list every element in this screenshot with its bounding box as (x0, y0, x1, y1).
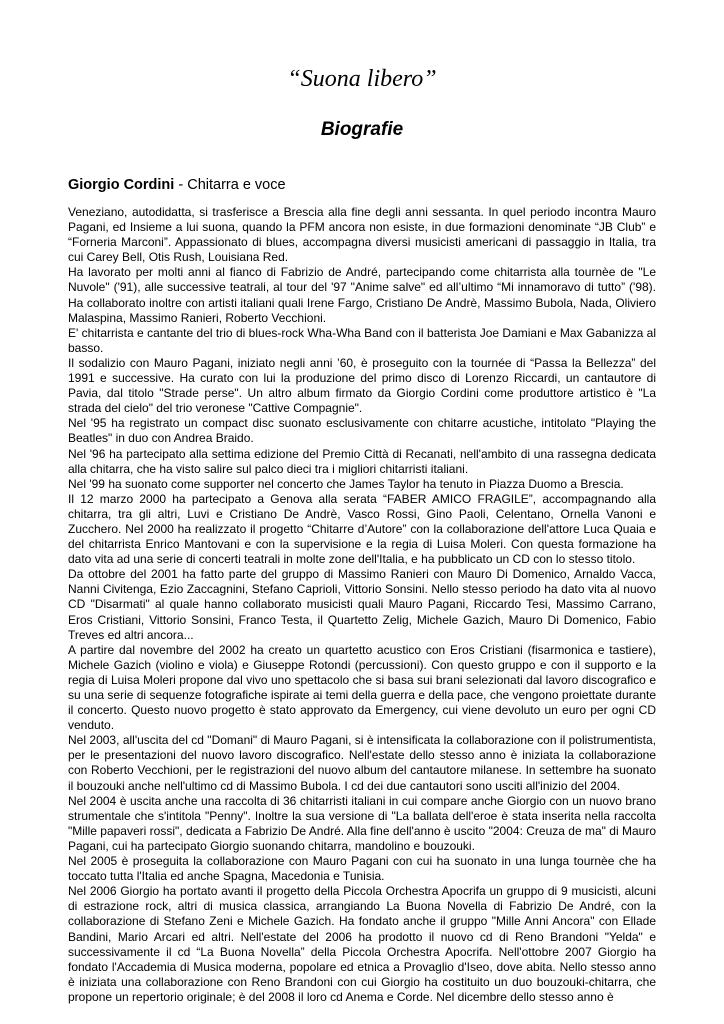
paragraph: Nel 2003, all'uscita del cd "Domani" di Mauro Pagani, si è intensificata la collaborazione con il polistrumentista, per le presentazioni del nuovo lavoro discografico. Nell'estate dello stesso anno è iniziata la collaborazione con Roberto Vecchioni, per le registrazioni del nuovo album del cantautore milanese. In settembre ha suonato il bouzouki anche nell'ultimo cd di Massimo Bubola. I cd dei due cantautori sono usciti all'inizio del 2004. (68, 733, 656, 793)
paragraph: Il 12 marzo 2000 ha partecipato a Genova alla serata “FABER AMICO FRAGILE”, accompagnando alla chitarra, tra gli altri, Luvi e Cristiano De Andrè, Vasco Rossi, Gino Paoli, Celentano, Ornella Vanoni e Zucchero. Nel 2000 ha realizzato il progetto “Chitarre d’Autore” con la collaborazione dell'attore Luca Quaia e del chitarrista Enrico Mantovani e con la supervisione e la regia di Luisa Moleri. Con questa formazione ha dato vita ad una serie di concerti teatrali in molte zone dell'Italia, e ha pubblicato un CD con lo stesso titolo. (68, 491, 656, 567)
paragraph: Nel 2005 è proseguita la collaborazione con Mauro Pagani con cui ha suonato in una lunga tournèe che ha toccato tutta l'Italia ed anche Spagna, Macedonia e Tunisia. (68, 854, 656, 884)
paragraph: Nel '95 ha registrato un compact disc suonato esclusivamente con chitarre acustiche, intitolato "Playing the Beatles" in duo con Andrea Braido. (68, 416, 656, 446)
paragraph: Veneziano, autodidatta, si trasferisce a Brescia alla fine degli anni sessanta. In quel periodo incontra Mauro Pagani, ed Insieme a lui suona, quando la PFM ancora non esiste, in due formazioni denominate “JB Club” e “Forneria Marconi”. Appassionato di blues, accompagna diversi musicisti americani di passaggio in Italia, tra cui Carey Bell, Otis Rush, Louisiana Red. (68, 205, 656, 265)
paragraph: E' chitarrista e cantante del trio di blues-rock Wha-Wha Band con il batterista Joe Damiani e Max Gabanizza al basso. (68, 325, 656, 355)
paragraph: Il sodalizio con Mauro Pagani, iniziato negli anni ’60, è proseguito con la tournée di “Passa la Bellezza” del 1991 e successive. Ha curato con lui la produzione del primo disco di Lorenzo Riccardi, un cantautore di Pavia, dal titolo "Strade perse". Un altro album firmato da Giorgio Cordini come produttore artistico è "La strada del cielo" del trio veronese "Cattive Compagnie". (68, 355, 656, 416)
paragraph: Nel '99 ha suonato come supporter nel concerto che James Taylor ha tenuto in Piazza Duomo a Brescia. (68, 476, 624, 491)
paragraph: A partire dal novembre del 2002 ha creato un quartetto acustico con Eros Cristiani (fisarmonica e tastiere), Michele Gazich (violino e viola) e Giuseppe Rotondi (percussioni). Con questo gruppo e con il supporto e la regia di Luisa Moleri propone dal vivo uno spettacolo che si basa sui brani selezionati dal lavoro discografico e su una serie di sequenze fotografiche ispirate ai temi della guerra e della pace, che vengono proiettate durante il concerto. Questo nuovo progetto è stato approvato da Emergency, cui viene devoluto un euro per ogni CD venduto. (68, 642, 656, 733)
biography-body (68, 205, 656, 1005)
paragraph: Da ottobre del 2001 ha fatto parte del gruppo di Massimo Ranieri con Mauro Di Domenico, Arnaldo Vacca, Nanni Civitenga, Ezio Zaccagnini, Stefano Caprioli, Vittorio Sonsini. Nello stesso periodo ha dato vita al nuovo CD "Disarmati" al quale hanno collaborato musicisti quali Mauro Pagani, Riccardo Tesi, Massimo Carrano, Eros Cristiani, Vittorio Sonsini, Franco Testa, il Quartetto Zelig, Michele Gazich, Mauro Di Domenico, Fabio Treves ed altri ancora... (68, 567, 656, 642)
paragraph: Ha lavorato per molti anni al fianco di Fabrizio de André, partecipando come chitarrista alla tournèe de "Le Nuvole" ('91), alle successive teatrali, al tour del '97 "Anime salve" ed all’ultimo “Mi innamoravo di tutto” ('98). Ha collaborato inoltre con artisti italiani quali Irene Fargo, Cristiano De Andrè, Massimo Bubola, Nada, Oliviero Malaspina, Massimo Ranieri, Roberto Vecchioni. (68, 265, 656, 325)
document-subtitle: Biografie (320, 119, 404, 140)
musician-role: Chitarra e voce (187, 177, 286, 193)
paragraph: Nel 2006 Giorgio ha portato avanti il progetto della Piccola Orchestra Apocrifa un gruppo di 9 musicisti, alcuni di estrazione rock, altri di musica classica, arrangiando La Buona Novella di Fabrizio De André, con la collaborazione di Stefano Zeni e Michele Gazich. Ha fondato anche il gruppo "Mille Anni Ancora" con Ellade Bandini, Mario Arcari ed altri. Nell'estate del 2006 ha prodotto il nuovo cd di Reno Brandoni "Yelda" e successivamente il cd “La Buona Novella” della Piccola Orchestra Apocrifa. Nell'ottobre 2007 Giorgio ha fondato l'Accademia di Musica moderna, popolare ed etnica a Provaglio d'Iseo, dove abita. Nello stesso anno è iniziata una collaborazione con Reno Brandoni con cui Giorgio ha costituito un duo bouzouki-chitarra, che propone un repertorio originale; è del 2008 il loro cd Anema e Corde. Nel dicembre dello stesso anno è (68, 884, 656, 1004)
document-title: “Suona libero” (287, 66, 437, 92)
heading-separator: - (174, 177, 188, 193)
paragraph: Nel 2004 è uscita anche una raccolta di 36 chitarristi italiani in cui compare anche Giorgio con un nuovo brano strumentale che s'intitola "Penny". Inoltre la sua versione di "La ballata dell'eroe è stata inserita nella raccolta "Mille papaveri rossi", dedicata a Fabrizio De André. Alla fine dell'anno è uscito "2004: Creuza de ma" di Mauro Pagani, cui ha partecipato Giorgio suonando chitarra, mandolino e bouzouki. (68, 793, 656, 853)
musician-name: Giorgio Cordini (68, 177, 175, 193)
section-heading (68, 175, 286, 195)
paragraph: Nel '96 ha partecipato alla settima edizione del Premio Città di Recanati, nell'ambito di una rassegna dedicata alla chitarra, che ha visto salire sul palco dieci tra i migliori chitarristi italiani. (68, 446, 656, 476)
